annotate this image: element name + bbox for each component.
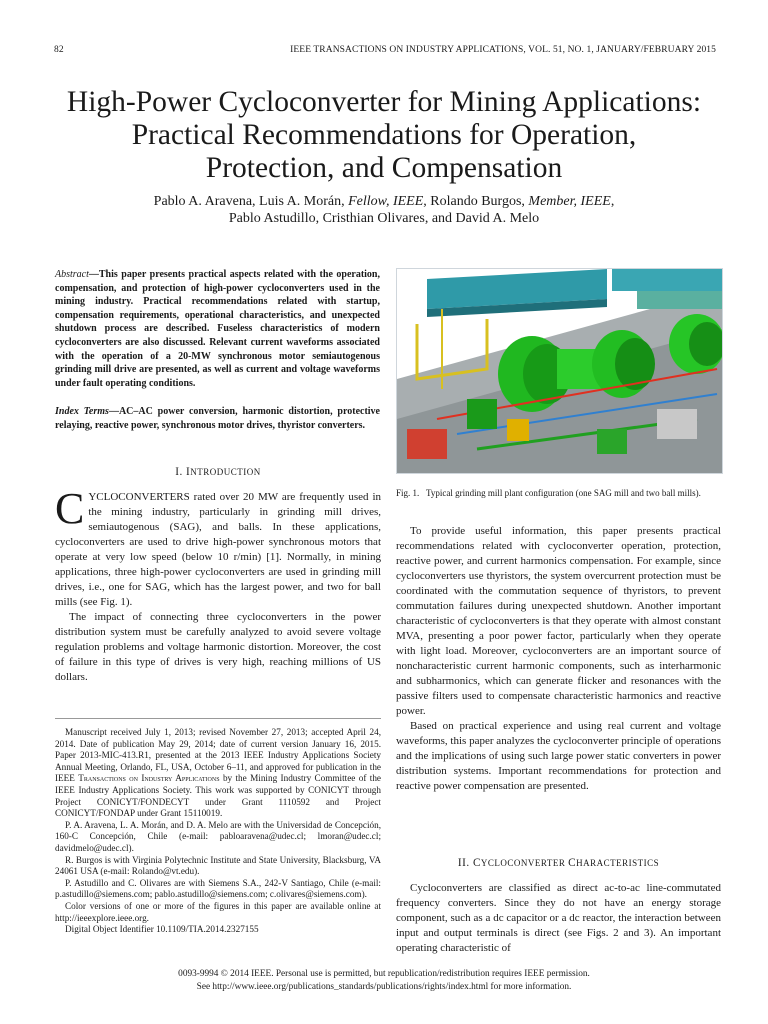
author-list bbox=[40, 193, 728, 227]
abstract-label: Abstract bbox=[55, 269, 89, 280]
title-line-3: Protection, and Compensation bbox=[205, 152, 563, 184]
section-number: I. bbox=[175, 466, 187, 478]
figure-1-image bbox=[396, 268, 723, 474]
grinding-mill-plant-illustration bbox=[397, 269, 722, 473]
section-heading-cycloconverter-characteristics bbox=[396, 857, 721, 869]
title-line-1: High-Power Cycloconverter for Mining Applications: bbox=[66, 86, 702, 118]
footnote-manuscript-a: Manuscript received July 1, 2013; revised November 27, 2013; accepted April 24, 2014. Date of publication May 29, 2014; date of current version January 16, 2015. Paper 2013-MIC-413.R1, presented at the 2013 IEEE Industry Applications Society Annual Meeting, Orlando, FL, USA, October 6–11, and approved for publication in the IEEE bbox=[55, 727, 381, 784]
index-terms-text: —AC–AC power conversion, harmonic distortion, protective relaying, reactive power, synchronous motor drives, thyristor converters. bbox=[55, 406, 380, 431]
authors-text: Pablo A. Aravena, Luis A. Morán, bbox=[153, 194, 349, 209]
footnote-manuscript-c: by the Mining Industry Committee of the IEEE Industry Applications Society. This work was supported by CONICYT through Project CONICYT/FONDECYT under Grant 1110592 and Project CONICYT/FONDAP under Grant 15110019. bbox=[55, 773, 381, 819]
section-title-rest: NTRODUCTION bbox=[190, 467, 261, 477]
section-2-paragraph-1: Cycloconverters are classified as direct ac-to-ac line-commutated frequency converters. Since they do not have an energy storage component, such as a dc capacitor or a dc reactor, the interaction between input and output terminals is direct (see Figs. 2 and 3). An important operating characteristic of bbox=[396, 882, 721, 954]
journal-header: IEEE TRANSACTIONS ON INDUSTRY APPLICATIONS, VOL. 51, NO. 1, JANUARY/FEBRUARY 2015 bbox=[290, 45, 716, 55]
author-grade-fellow: Fellow, IEEE bbox=[348, 194, 424, 209]
right-column-body bbox=[396, 524, 721, 794]
figure-1-caption bbox=[396, 488, 721, 499]
right-paragraph-2: Based on practical experience and using real current and voltage waveforms, this paper analyzes the cycloconverter principle of operations and the implications of using such large power static converters in power distribution systems. Important recommendations for protection and reactive power compensation are presented. bbox=[396, 720, 721, 792]
section-2-number: II. bbox=[457, 857, 473, 869]
section-heading-introduction bbox=[55, 466, 381, 478]
paper-title bbox=[40, 86, 728, 185]
section-2-initial-2: C bbox=[568, 857, 577, 869]
footnote-manuscript bbox=[55, 727, 381, 820]
index-terms bbox=[55, 405, 380, 432]
figure-label: Fig. 1. bbox=[396, 488, 420, 498]
index-terms-label: Index Terms bbox=[55, 406, 109, 417]
title-line-2: Practical Recommendations for Operation, bbox=[131, 119, 637, 151]
copyright-footer bbox=[40, 968, 728, 994]
intro-paragraph-2: The impact of connecting three cycloconverters in the power distribution system must be carefully analyzed to avoid severe voltage regulation problems and voltage harmonic distortion. Moreover, the cost of failure in this type of drives is very high, reaching millions of US dollars. bbox=[55, 611, 381, 683]
figure-caption-text: Typical grinding mill plant configuration (one SAG mill and two ball mills). bbox=[426, 488, 701, 498]
footnote-color-versions: Color versions of one or more of the figures in this paper are available online at http://ieeexplore.ieee.org. bbox=[55, 900, 381, 923]
author-line-1 bbox=[40, 193, 728, 210]
page-number: 82 bbox=[54, 45, 64, 55]
introduction-body bbox=[55, 484, 381, 685]
section-2-rest-2: HARACTERISTICS bbox=[576, 858, 660, 868]
section-2-body bbox=[396, 881, 721, 956]
abstract bbox=[55, 268, 380, 390]
footer-line-1: 0093-9994 © 2014 IEEE. Personal use is permitted, but republication/redistribution requires IEEE permission. bbox=[178, 969, 590, 979]
author-grade-member: Member, IEEE bbox=[528, 194, 611, 209]
section-title-initial: I bbox=[186, 466, 191, 478]
section-2-rest-1: YCLOCONVERTER bbox=[480, 858, 569, 868]
section-2-initial-1: C bbox=[472, 857, 481, 869]
authors-text-end: , bbox=[610, 194, 615, 209]
footnote-journal-name: Transactions on Industry Applications bbox=[78, 773, 220, 784]
drop-cap: C bbox=[55, 484, 85, 533]
footnote-affiliation-3: P. Astudillo and C. Olivares are with Siemens S.A., 242-V Santiago, Chile (e-mail: p.astudillo@siemens.com; pablo.astudillo@siemens.com; c.olivares@siemens.com). bbox=[55, 877, 381, 900]
footnote-affiliation-1: P. A. Aravena, L. A. Morán, and D. A. Melo are with the Universidad de Concepción, 160-C Concepción, Chile (e-mail: pabloaravena@udec.cl; lmoran@udec.cl; davidmelo@udec.cl). bbox=[55, 819, 381, 853]
footnotes bbox=[55, 727, 381, 936]
author-line-2: Pablo Astudillo, Cristhian Olivares, and David A. Melo bbox=[228, 211, 540, 226]
footnote-doi: Digital Object Identifier 10.1109/TIA.2014.2327155 bbox=[65, 924, 259, 935]
footnote-affiliation-2: R. Burgos is with Virginia Polytechnic Institute and State University, Blacksburg, VA 24061 USA (e-mail: Rolando@vt.edu). bbox=[55, 854, 381, 877]
authors-text-mid: , Rolando Burgos, bbox=[423, 194, 529, 209]
intro-paragraph-1: YCLOCONVERTERS rated over 20 MW are frequently used in the mining industry, particularly in grinding mill drives, semiautogenous (SAG), and balls. In these applications, cycloconverters are used to drive high-power synchronous motors that operate at very low speed (below 10 r/min) [1]. Normally, in mining applications, three high-power cycloconverters are used in grinding mill drives, i.e., one for SAG, which has the largest power, and two for ball mills (see Fig. 1). bbox=[55, 491, 381, 608]
abstract-text: —This paper presents practical aspects related with the operation, compensation, and protection of high-power cycloconverters used in the mining industry. Practical recommendations related with startup, compensation requirements, operational characteristics, and unexpected shutdown process are described. Fuseless characteristics of modern cycloconverters are also discussed. Relevant current waveforms associated with the operation of a 20-MW synchronous motor semiautogenous grinding mill drive are presented, as well as current and voltage waveforms under fault operating conditions. bbox=[55, 269, 380, 389]
footnote-rule bbox=[55, 718, 381, 719]
footer-line-2: See http://www.ieee.org/publications_standards/publications/rights/index.html for more information. bbox=[196, 982, 572, 992]
right-paragraph-1: To provide useful information, this paper presents practical recommendations related with cycloconverter operation, protection, reactive power, and current harmonics compensation. For example, since cycloconverters use thyristors, the system overcurrent protection must be coordinated with the commutation sequence of thyristors, to prevent commutation failures during unexpected shutdown. Another important characteristic of cycloconverters is that they operate with almost constant MVA, presenting a poor power factor, particularly when they operate with light load. Moreover, cycloconverters are an important source of noncharacteristic current harmonic components, such as interharmonic and subharmonics, which can generate flicker and resonances with the passive filters used to compensate characteristic harmonics and reactive power. bbox=[396, 525, 721, 717]
